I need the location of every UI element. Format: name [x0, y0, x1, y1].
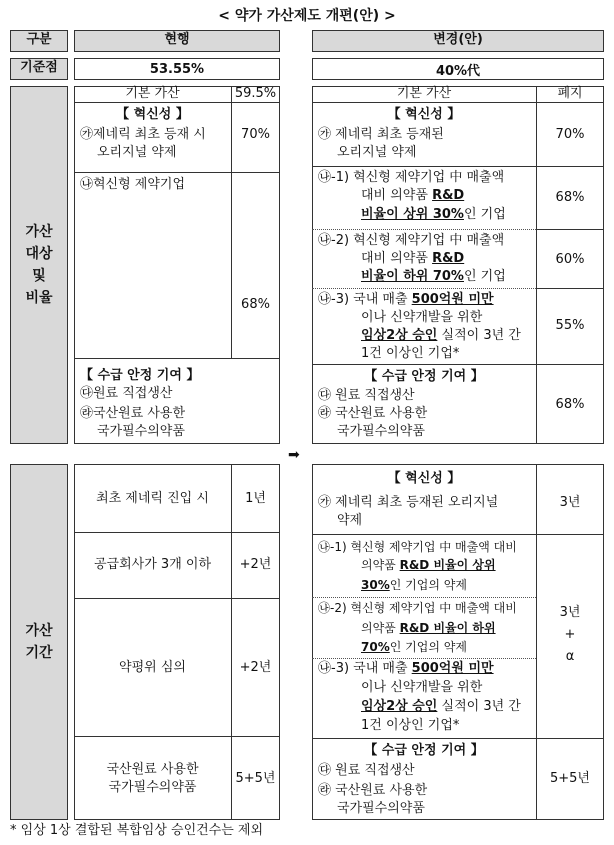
- header-proposed: 변경(안): [312, 30, 604, 52]
- section1-label-line: 대상: [25, 246, 53, 262]
- page-title: < 약가 가산제도 개편(안) >: [218, 8, 396, 24]
- proposed-item-ga-rate: 70%: [555, 127, 585, 142]
- proposed-item-na2-rate: 60%: [555, 252, 585, 267]
- period-proposed-item-ga-line1: ㉮ 제네릭 최초 등재된 오리지널: [318, 495, 499, 510]
- current-item-ga-line1: ㉮제네릭 최초 등재 시: [80, 127, 206, 142]
- current-item-ra-line1: ㉱국산원료 사용한: [80, 406, 186, 421]
- proposed-item-na1-line1: ㉯-1) 혁신형 제약기업 中 매출액: [318, 170, 505, 185]
- period-proposed-na1-line3-bold: 30%: [361, 578, 390, 592]
- period-proposed-na2-line3: [361, 638, 467, 656]
- proposed-item-ga-line2: 오리지널 약제: [337, 145, 417, 160]
- period-proposed-na3-line3: [361, 698, 521, 716]
- section2-label: [10, 464, 68, 820]
- period-proposed-na2-line2-pre: 의약품: [361, 621, 400, 635]
- period-current-row2-label: 공급회사가 3개 이하: [94, 557, 211, 572]
- period-proposed-na3-line1-pre: ㉯-3) 국내 매출: [318, 661, 412, 676]
- proposed-item-na1-line2-pre: 대비 의약품: [361, 188, 433, 203]
- footnote: * 임상 1상 결합된 복합임상 승인건수는 제외: [10, 823, 264, 838]
- proposed-item-na1-line3: [361, 206, 506, 224]
- current-item-ga-line2: 오리지널 약제: [97, 145, 177, 160]
- period-proposed-innovation-title: 【 혁신성 】: [387, 471, 461, 486]
- current-item-na: ㉯혁신형 제약기업: [80, 177, 186, 192]
- proposed-item-da: ㉰ 원료 직접생산: [318, 388, 415, 403]
- period-proposed-na3-line1-bold: 500억원 미만: [411, 661, 494, 676]
- proposed-item-na3-line1-pre: ㉯-3) 국내 매출: [318, 292, 412, 307]
- proposed-item-na2-line2-bold: R&D: [432, 251, 465, 266]
- current-supply-title: 【 수급 안정 기여 】: [80, 368, 200, 383]
- period-proposed-supply-value: 5+5년: [550, 771, 590, 786]
- period-proposed-na-value-line3: α: [565, 649, 575, 664]
- current-item-ra-line2: 국가필수의약품: [97, 424, 185, 439]
- proposed-innovation-title: 【 혁신성 】: [387, 107, 461, 122]
- period-proposed-na1-line2-bold: R&D 비율이 상위: [399, 558, 496, 572]
- period-proposed-na2-line3-post: 인 기업의 약제: [389, 640, 467, 654]
- proposed-supply-rate: 68%: [555, 397, 585, 412]
- period-proposed-na1-line3-post: 인 기업의 약제: [389, 578, 467, 592]
- period-proposed-na1-line2-pre: 의약품: [361, 558, 400, 572]
- proposed-item-na3-line1-bold: 500억원 미만: [411, 292, 494, 307]
- period-proposed-na3-line3-bold: 임상2상 승인: [361, 699, 438, 714]
- section1-label-line: 가산: [25, 224, 53, 240]
- proposed-item-na3-line3: [361, 327, 521, 345]
- proposed-item-na2-line3: [361, 268, 506, 286]
- period-proposed-na3-line4: 1건 이상인 기업*: [361, 718, 460, 733]
- proposed-item-na1-rate: 68%: [555, 190, 585, 205]
- proposed-item-na1-line3-bold: 비율이 상위 30%: [361, 207, 464, 222]
- current-item-da: ㉰원료 직접생산: [80, 386, 173, 401]
- period-proposed-na3-line2: 이나 신약개발을 위한: [361, 680, 483, 695]
- period-proposed-na2-line1: ㉯-2) 혁신형 제약기업 中 매출액 대비: [318, 601, 517, 615]
- proposed-item-na3-line3-post: 실적이 3년 간: [437, 328, 521, 343]
- current-basic-header: 기본 가산: [125, 86, 180, 101]
- proposed-item-na2-line2: [361, 250, 464, 268]
- period-proposed-item-ra-line2: 국가필수의약품: [337, 801, 425, 816]
- proposed-item-na3-line4: 1건 이상인 기업*: [361, 346, 460, 361]
- section2-label-line: 가산: [25, 623, 53, 639]
- current-item-ga-rate: 70%: [241, 127, 270, 142]
- period-proposed-supply-title: 【 수급 안정 기여 】: [364, 743, 484, 758]
- period-proposed-na2-line2: [361, 619, 496, 637]
- proposed-item-ra-line1: ㉱ 국산원료 사용한: [318, 406, 428, 421]
- proposed-item-na2-line3-bold: 비율이 하위 70%: [361, 269, 464, 284]
- period-proposed-na-value-line1: 3년: [559, 605, 581, 620]
- period-current-row2-value: +2년: [239, 557, 272, 572]
- arrow-right-icon: ➡: [288, 447, 300, 463]
- proposed-item-na3-line1: [318, 291, 494, 309]
- period-proposed-na2-line3-bold: 70%: [361, 640, 390, 654]
- period-current-row1-value: 1년: [245, 491, 266, 506]
- proposed-item-na3-line3-bold: 임상2상 승인: [361, 328, 438, 343]
- header-category: 구분: [10, 30, 68, 52]
- period-current-row4-label-line2: 국가필수의약품: [108, 780, 197, 795]
- header-current: 현행: [74, 30, 280, 52]
- proposed-item-na2-line3-post: 인 기업: [463, 269, 506, 284]
- period-current-row4-label-line1: 국산원료 사용한: [106, 762, 199, 777]
- baseline-current-value: 53.55%: [74, 58, 280, 80]
- current-innovation-title: 【 혁신성 】: [116, 107, 189, 122]
- current-item-na-rate: 68%: [241, 297, 270, 312]
- current-basic-rate: 59.5%: [234, 86, 277, 101]
- period-current-row3-value: +2년: [239, 660, 272, 675]
- period-proposed-na1-line3: [361, 576, 467, 594]
- section2-label-line: 기간: [25, 645, 53, 661]
- period-proposed-item-ga-value: 3년: [559, 495, 581, 510]
- period-current-row3-label: 약평위 심의: [119, 660, 186, 675]
- proposed-item-na1-line2: [361, 187, 464, 205]
- period-proposed-na2-line2-bold: R&D 비율이 하위: [399, 621, 496, 635]
- proposed-item-ra-line2: 국가필수의약품: [337, 424, 425, 439]
- period-proposed-na1-line2: [361, 556, 496, 574]
- section1-label-line: 비율: [25, 290, 53, 306]
- proposed-item-na2-line1: ㉯-2) 혁신형 제약기업 中 매출액: [318, 233, 505, 248]
- section1-label: [10, 86, 68, 444]
- proposed-item-na2-line2-pre: 대비 의약품: [361, 251, 433, 266]
- period-proposed-item-ga-line2: 약제: [337, 513, 363, 528]
- proposed-item-na3-rate: 55%: [555, 318, 585, 333]
- proposed-basic-header: 기본 가산: [396, 86, 452, 101]
- period-proposed-na-value-line2: +: [564, 627, 576, 642]
- baseline-label: 기준점: [10, 58, 68, 80]
- period-proposed-na3-line1: [318, 660, 494, 678]
- period-proposed-item-da: ㉰ 원료 직접생산: [318, 763, 415, 778]
- proposed-item-na1-line2-bold: R&D: [432, 188, 465, 203]
- period-current-row4-value: 5+5년: [235, 771, 276, 786]
- baseline-proposed-value: 40%代: [312, 58, 604, 80]
- period-proposed-na3-line3-post: 실적이 3년 간: [437, 699, 521, 714]
- proposed-item-ga-line1: ㉮ 제네릭 최초 등재된: [318, 127, 444, 142]
- period-proposed-item-ra-line1: ㉱ 국산원료 사용한: [318, 783, 428, 798]
- period-proposed-na1-line1: ㉯-1) 혁신형 제약기업 中 매출액 대비: [318, 540, 517, 554]
- period-current-row1-label: 최초 제네릭 진입 시: [96, 491, 209, 506]
- proposed-item-na1-line3-post: 인 기업: [463, 207, 506, 222]
- proposed-basic-rate: 폐지: [557, 86, 583, 101]
- proposed-supply-title: 【 수급 안정 기여 】: [364, 369, 484, 384]
- proposed-item-na3-line2: 이나 신약개발을 위한: [361, 310, 483, 325]
- section1-label-line: 및: [32, 268, 46, 284]
